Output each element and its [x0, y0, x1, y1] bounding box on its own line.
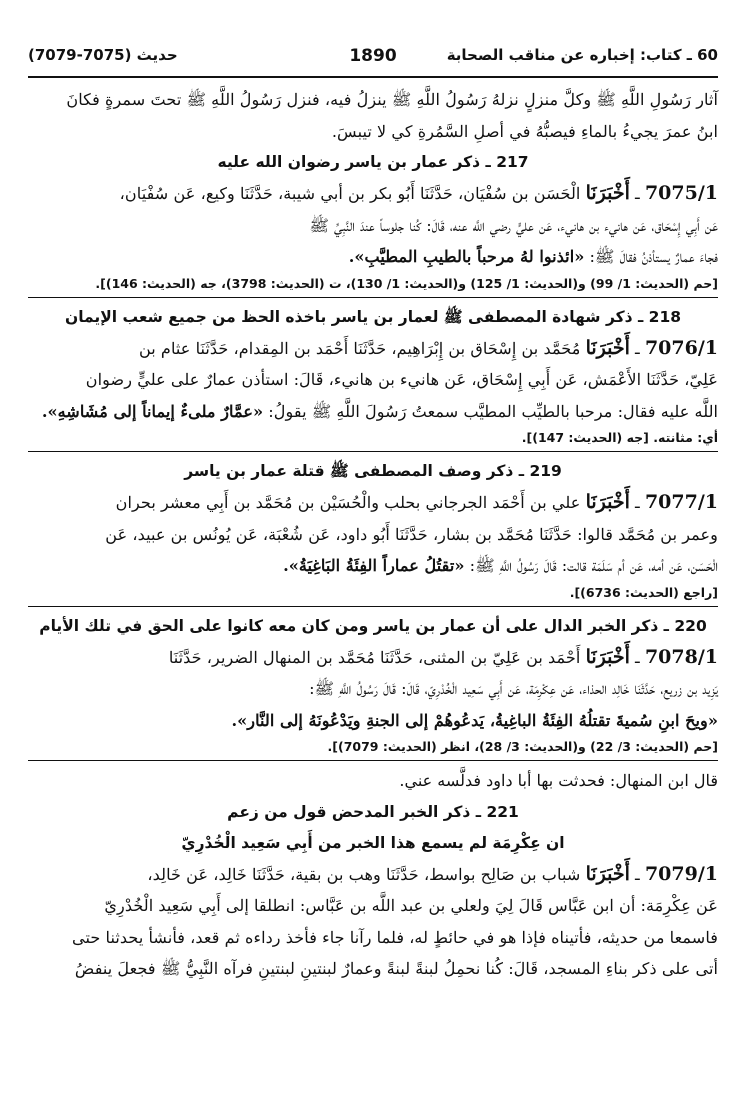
- text-span: شباب بن صَالِح بواسط، حَدَّثَنَا وهب بن بقية، حَدَّثَنَا خَالِد، عَن خَالِد،: [147, 864, 581, 884]
- running-header: [28, 46, 718, 70]
- hadith-7075: 7075/1 ـ أَخْبَرَنَا الْحَسَن بن سُفْيَان، حَدَّثَنَا أَبُو بكر بن أبي شيبة، حَدَّثَنَا وكيع، عَن سُفْيَان،: [119, 182, 718, 204]
- text-line: ابنُ عمرَ يجيءُ بالماءِ فيصبُّهُ في أصلِ السَّمُرةِ كي لا تيبسَ.: [331, 121, 718, 141]
- lead-word: أَخْبَرَنَا: [585, 862, 630, 885]
- hadith-number: 7078/1: [644, 645, 718, 668]
- text-line: [28, 550, 718, 582]
- prophetic-saying: «ائذنوا لهُ مرحباً بالطيبِ المطيَّبِ».: [348, 247, 585, 266]
- text-line: عَن عِكْرِمَة: أن ابن عَبَّاس قَالَ لِيَ ولعلي بن عبد اللَّه بن عَبَّاس: انطلقا إلى أَبِي سَعِيد الْخُدْرِيّ: [104, 896, 718, 915]
- chapter-title: 60 ـ كتاب: إخباره عن مناقب الصحابة: [446, 46, 718, 64]
- prophetic-saying: «ويحَ ابنِ سُميةَ تقتلُهُ الفِئَةُ الباغِيةُ، يَدعُوهُمْ إلى الجنةِ ويَدْعُونَهُ إلى النَّار».: [231, 710, 718, 730]
- text-span: فجاءَ عمارٌ يستأذنُ فقالَ ﷺ:: [589, 247, 718, 266]
- page-body: [28, 84, 718, 985]
- section-heading-220: 220 ـ ذكر الخبر الدال على أن عمار بن ياسر ومن كان معه كانوا على الحق في تلك الأيام: [39, 616, 707, 635]
- section-heading-221-line2: ان عِكْرِمَة لم يسمع هذا الخبر من أَبِي سَعِيد الْخُدْرِيّ: [181, 833, 565, 852]
- hadith-7078: 7078/1 ـ أَخْبَرَنَا أَحْمَد بن عَلِيّ بن المثنى، حَدَّثَنَا مُحَمَّد بن المنهال الضرير، حَدَّثَنَا: [168, 645, 718, 668]
- text-line: قال ابن المنهال: فحدثت بها أبا داود فدلَّسه عني.: [399, 771, 718, 790]
- text-line: آثار رَسُولِ اللَّهِ ﷺ وكلَّ منزلٍ نزلهُ رَسُولُ اللَّهِ ﷺ ينزلُ فيه، فنزل رَسُولُ اللَّهِ ﷺ تحتَ سمرةٍ فكانَ: [66, 90, 718, 109]
- lead-word: أَخْبَرَنَا: [585, 645, 630, 668]
- text-line: [28, 241, 718, 273]
- hadith-number: 7075/1: [644, 182, 718, 204]
- text-line: أتى على ذكر بناءِ المسجد، قَالَ: كُنا نحمِلُ لبنةً لبنةً وعمارٌ لبنتينِ لبنتينِ فرآه النَّبِيُّ ﷺ فجعلَ ينفضُ: [74, 959, 718, 978]
- hadith-range: حديث (7075-7079): [28, 46, 178, 64]
- hadith-number: 7079/1: [644, 862, 718, 885]
- text-line: فاسمعا من حديثه، فأتيناه فإذا هو في حائطٍ له، فلما رآنا جاء فأخذ رداءه ثم قعد، فأنشأ يحدثنا حتى: [72, 927, 718, 947]
- text-span: اللَّه عليه فقال: مرحبا بالطيِّب المطيَّب سمعتُ رَسُولَ اللَّهِ ﷺ يقولُ:: [268, 401, 718, 421]
- lead-word: أَخْبَرَنَا: [585, 491, 630, 513]
- text-span: أَحْمَد بن عَلِيّ بن المثنى، حَدَّثَنَا مُحَمَّد بن المنهال الضرير، حَدَّثَنَا: [168, 647, 581, 667]
- text-line: عَن أَبِي إِسْحَاق، عَن هانيء بن هانيء، عَن عليٍّ رضي اللَّه عنه، قَالَ: كُنا جلوساً عندَ النَّبِيِّ ﷺ: [309, 215, 718, 235]
- text-line: يَزِيد بن زريع، حَدَّثَنَا خَالِد الحذاء، عَن عِكْرِمَة، عَن أَبِي سَعِيد الْخُدْرِيّ، قَالَ: قَالَ رَسُولُ اللَّهِ ﷺ:: [309, 679, 718, 698]
- section-heading-217: 217 ـ ذكر عمار بن ياسر رضوان الله عليه: [217, 153, 529, 171]
- text-line: عَلِيّ، حَدَّثَنَا الأَعْمَش، عَن أَبِي إِسْحَاق، عَن هانيء بن هانيء، قَالَ: استأذن عمارٌ على عليٍّ رضوان: [85, 370, 718, 389]
- text-span: الْحَسَن، عَن أمه، عَن أم سَلَمَة قالت: قَالَ رَسُولُ اللَّهِ ﷺ:: [469, 556, 718, 575]
- hadith-7079: 7079/1 ـ أَخْبَرَنَا شباب بن صَالِح بواسط، حَدَّثَنَا وهب بن بقية، حَدَّثَنَا خَالِد، عَن خَالِد،: [147, 862, 718, 885]
- header-rule: [28, 76, 718, 78]
- text-line: [28, 396, 718, 428]
- section-heading-219: 219 ـ ذكر وصف المصطفى ﷺ قتلة عمار بن ياسر: [184, 462, 562, 480]
- reference-note: [حم (الحديث: 3/ 22) و(الحديث: 3/ 28)، انظر (الحديث: 7079)].: [28, 736, 718, 761]
- text-span: الْحَسَن بن سُفْيَان، حَدَّثَنَا أَبُو بكر بن أبي شيبة، حَدَّثَنَا وكيع، عَن سُفْيَان،: [119, 184, 581, 203]
- lead-word: أَخْبَرَنَا: [585, 182, 630, 204]
- hadith-number: 7076/1: [644, 336, 718, 359]
- text-line: وعمر بن مُحَمَّد قالوا: حَدَّثَنَا مُحَمَّد بن بشار، حَدَّثَنَا أَبُو داود، عَن شُعْبَة، عَن يُونُس بن عبيد، عَن: [105, 524, 718, 544]
- lead-word: أَخْبَرَنَا: [585, 336, 630, 359]
- page-number: 1890: [349, 46, 397, 66]
- reference-note: أي: مثانته. [جه (الحديث: 147)].: [28, 427, 718, 452]
- section-heading-221: 221 ـ ذكر الخبر المدحض قول من زعم: [227, 802, 519, 821]
- reference-note: [حم (الحديث: 1/ 99) و(الحديث: 1/ 125) و(الحديث: 1/ 130)، ت (الحديث: 3798)، جه (الحديث: 146)].: [28, 273, 718, 298]
- prophetic-saying: «عمَّارٌ ملىءٌ إيماناً إلى مُشَاشِهِ».: [41, 401, 264, 421]
- hadith-7077: 7077/1 ـ أَخْبَرَنَا علي بن أَحْمَد الجرجاني بحلب والْحُسَيْن بن مُحَمَّد بن أَبِي معشر بحران: [115, 491, 718, 513]
- text-span: مُحَمَّد بن إِسْحَاق بن إِبْرَاهِيم، حَدَّثَنَا أَحْمَد بن المِقدام، حَدَّثَنَا عثام بن: [138, 338, 581, 358]
- reference-note: [راجع (الحديث: 6736)].: [28, 582, 718, 607]
- section-heading-218: 218 ـ ذكر شهادة المصطفى ﷺ لعمار بن ياسر باخذه الحظ من جميع شعب الإيمان: [64, 307, 682, 326]
- text-span: علي بن أَحْمَد الجرجاني بحلب والْحُسَيْن بن مُحَمَّد بن أَبِي معشر بحران: [115, 493, 581, 512]
- prophetic-saying: «تقتُلُ عماراً الفِئَةُ البَاغِيَةُ».: [283, 556, 465, 575]
- hadith-number: 7077/1: [644, 491, 718, 513]
- hadith-7076: 7076/1 ـ أَخْبَرَنَا مُحَمَّد بن إِسْحَاق بن إِبْرَاهِيم، حَدَّثَنَا أَحْمَد بن المِقدام، حَدَّثَنَا عثام بن: [138, 336, 718, 359]
